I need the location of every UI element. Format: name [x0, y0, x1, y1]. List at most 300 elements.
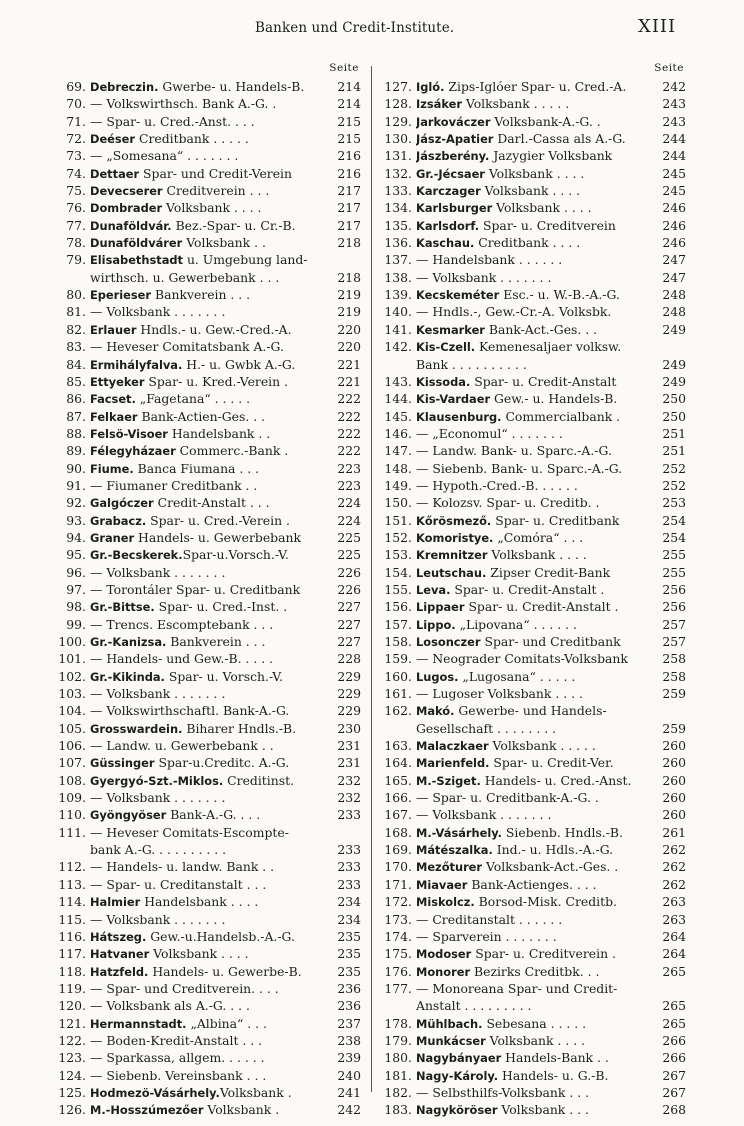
- entry-description: — Hndls.-, Gew.-Cr.-A. Volksbk.: [416, 304, 612, 320]
- entry-name: [416, 1049, 660, 1067]
- entry-page: 238: [337, 1032, 361, 1048]
- entry-description: Esc.- u. W.-B.-A.-G.: [499, 287, 620, 303]
- index-entry: [384, 720, 686, 737]
- entry-description: — Trencs. Escomptebank . . .: [90, 616, 274, 632]
- entry-name: [90, 824, 335, 842]
- entry-name: [90, 113, 335, 131]
- entry-name: [416, 911, 660, 929]
- entry-page: 214: [337, 79, 361, 94]
- entry-description: Volksbank . . . .: [149, 946, 249, 962]
- index-entry: [384, 199, 686, 216]
- index-entry: [384, 1049, 686, 1066]
- entry-number: 114.: [58, 894, 86, 910]
- entry-number: 142.: [384, 339, 412, 355]
- entry-number: 99.: [66, 616, 86, 632]
- entry-page: 257: [662, 634, 686, 649]
- seite-label-left: Seite: [329, 62, 359, 74]
- entry-description: — Siebenb. Bank- u. Sparc.-A.-G.: [416, 460, 623, 476]
- entry-name: [416, 165, 660, 183]
- entry-page: 264: [662, 928, 686, 944]
- index-entry: [384, 269, 686, 286]
- entry-description: — Heveser Comitatsbank A.-G.: [90, 339, 284, 355]
- index-entry: [58, 858, 361, 875]
- index-entry: [58, 911, 361, 928]
- entry-number: 76.: [66, 200, 86, 216]
- entry-name: [90, 668, 335, 686]
- entry-name: [416, 113, 660, 131]
- entry-name: [90, 737, 335, 755]
- entry-page: 260: [662, 772, 686, 788]
- index-entry: [58, 529, 361, 546]
- entry-description: Spar- u. Creditverein .: [471, 946, 616, 962]
- entry-description: — Creditanstalt . . . . . .: [416, 911, 563, 927]
- entry-place: Hatzfeld.: [90, 964, 149, 979]
- entry-name: [416, 425, 660, 443]
- index-entry: [384, 494, 686, 511]
- entry-description: — Neograder Comitats-Volksbank: [416, 651, 628, 667]
- entry-number: 149.: [384, 477, 412, 493]
- entry-name: [90, 1032, 335, 1050]
- index-entry: [384, 564, 686, 581]
- entry-number: 103.: [58, 686, 86, 702]
- entry-name: [90, 1067, 335, 1085]
- entry-page: 224: [337, 512, 361, 528]
- entry-description: bank A.-G. . . . . . . . . .: [90, 842, 227, 858]
- entry-number: 100.: [58, 634, 86, 649]
- index-entry: [384, 321, 686, 338]
- entry-name: [90, 234, 335, 252]
- entry-place: Losonczer: [416, 635, 481, 649]
- entry-description: — „Economul“ . . . . . . .: [416, 425, 563, 441]
- entry-place: Mezőturer: [416, 860, 483, 875]
- entry-page: 240: [337, 1067, 361, 1083]
- entry-description: — Siebenb. Vereinsbank . . .: [90, 1067, 267, 1083]
- entry-number: 179.: [384, 1032, 412, 1048]
- entry-place: Mühlbach.: [416, 1016, 483, 1031]
- index-entry: [58, 633, 361, 650]
- entry-name: [416, 668, 660, 686]
- entry-place: Nagyköröser: [416, 1103, 498, 1118]
- entry-page: 217: [337, 183, 361, 199]
- entry-name: [416, 373, 660, 391]
- entry-place: Karlsdorf.: [416, 218, 480, 233]
- entry-place: Modoser: [416, 947, 472, 962]
- entry-description: — Landw. Bank- u. Sparc.-A.-G.: [416, 443, 612, 459]
- index-entry: [58, 963, 361, 980]
- entry-place: Elisabethstadt: [90, 253, 183, 268]
- entry-description: — Fiumaner Creditbank . .: [90, 477, 258, 493]
- entry-page: 218: [337, 235, 361, 251]
- entry-page: 245: [662, 183, 686, 199]
- entry-number: 133.: [384, 183, 412, 199]
- entry-name: [90, 876, 335, 894]
- entry-name: [416, 95, 660, 113]
- entry-page: 222: [337, 408, 361, 424]
- index-entry: [384, 650, 686, 667]
- entry-description: Bezirks Creditbk. . .: [470, 963, 600, 979]
- entry-place: Mátészalka.: [416, 843, 493, 858]
- index-entry: [384, 251, 686, 268]
- entry-name: [416, 841, 660, 859]
- entry-name: [416, 286, 660, 304]
- entry-number: 123.: [58, 1050, 86, 1066]
- entry-number: 131.: [384, 148, 412, 164]
- entry-page: 251: [662, 443, 686, 459]
- entry-name: [90, 546, 335, 564]
- entry-description: — Handelsbank . . . . . .: [416, 252, 563, 268]
- entry-page: 262: [662, 876, 686, 892]
- entry-number: 166.: [384, 790, 412, 806]
- index-entry: [58, 824, 361, 841]
- entry-page: 237: [337, 1015, 361, 1031]
- entry-page: 228: [337, 651, 361, 667]
- entry-description: — Lugoser Volksbank . . . .: [416, 686, 583, 702]
- entry-place: Marienfeld.: [416, 756, 490, 771]
- entry-name: [416, 199, 660, 217]
- entry-description: Volksbank . .: [182, 235, 266, 251]
- index-entry: [384, 95, 686, 112]
- entry-description: Bank . . . . . . . . . .: [416, 356, 527, 372]
- entry-page: 221: [337, 373, 361, 389]
- index-entry: [58, 564, 361, 581]
- entry-description: „Albina“ . . .: [186, 1015, 267, 1031]
- entry-place: Kremnitzer: [416, 548, 488, 563]
- index-entry: [384, 113, 686, 130]
- index-entry: [384, 477, 686, 494]
- index-entry: [58, 876, 361, 893]
- entry-name: [416, 963, 660, 981]
- entry-description: — Volksbank . . . . . . .: [90, 686, 226, 702]
- entry-place: Gr.-Bittse.: [90, 600, 155, 615]
- index-entry: [384, 598, 686, 615]
- entry-place: Gyöngyöser: [90, 808, 167, 823]
- entry-page: 263: [662, 911, 686, 927]
- entry-place: Dunaföldvárer: [90, 236, 183, 251]
- entry-number: 145.: [384, 408, 412, 424]
- entry-description: Handels-Bank . .: [501, 1050, 609, 1066]
- entry-description: — Handels- und Gew.-B. . . . .: [90, 651, 274, 667]
- entry-place: Jász-Apatier: [416, 132, 494, 147]
- entry-page: 234: [337, 911, 361, 927]
- entry-page: 235: [337, 928, 361, 944]
- entry-description: Gew.- u. Handels-B.: [490, 391, 618, 407]
- entry-name: [416, 546, 660, 564]
- entry-name: [90, 251, 335, 269]
- entry-number: 105.: [58, 720, 86, 736]
- entry-description: Commercialbank .: [501, 408, 621, 424]
- entry-page: 257: [662, 616, 686, 632]
- entry-description: — Sparkassa, allgem. . . . . .: [90, 1050, 265, 1066]
- entry-description: — Heveser Comitats-Escompte-: [90, 824, 289, 840]
- entry-page: 233: [337, 859, 361, 875]
- entry-name: [416, 737, 660, 755]
- entry-number: 151.: [384, 512, 412, 528]
- entry-page: 214: [337, 96, 361, 112]
- entry-number: 117.: [58, 946, 86, 962]
- entry-place: Izsáker: [416, 97, 462, 112]
- entry-place: Jarkováczer: [416, 114, 491, 129]
- entry-number: 168.: [384, 824, 412, 840]
- index-entry: [58, 980, 361, 997]
- entry-number: 107.: [58, 755, 86, 771]
- entry-description: Spar- u. Credit-Ver.: [489, 755, 614, 771]
- entry-number: 128.: [384, 96, 412, 112]
- index-entry: [58, 182, 361, 199]
- entry-page: 220: [337, 321, 361, 337]
- entry-name: [416, 945, 660, 963]
- entry-name: [90, 1015, 335, 1033]
- entry-number: 110.: [58, 807, 86, 823]
- entry-page: 248: [662, 287, 686, 303]
- entry-description: Spar-u.Creditc. A.-G.: [154, 755, 290, 771]
- entry-number: 82.: [66, 321, 86, 337]
- index-entry: [58, 789, 361, 806]
- entry-number: 93.: [66, 512, 86, 528]
- entry-page: 265: [662, 963, 686, 979]
- entry-page: 226: [337, 581, 361, 597]
- entry-number: 155.: [384, 581, 412, 597]
- entry-name: [90, 1049, 335, 1067]
- entry-name: [416, 893, 660, 911]
- entry-description: Bank-A.-G. . . .: [166, 807, 261, 823]
- entry-number: 70.: [66, 96, 86, 112]
- entry-number: 177.: [384, 980, 412, 996]
- entry-name: [90, 841, 335, 859]
- entry-number: 147.: [384, 443, 412, 459]
- entry-name: [90, 130, 335, 148]
- entry-name: [416, 251, 660, 269]
- index-entry: [58, 338, 361, 355]
- entry-description: Creditinst.: [223, 772, 295, 788]
- index-entry: [384, 442, 686, 459]
- entry-place: Felsö-Visoer: [90, 426, 168, 441]
- entry-place: Lugos.: [416, 669, 459, 684]
- entry-page: 229: [337, 668, 361, 684]
- entry-place: Erlauer: [90, 322, 137, 337]
- entry-page: 262: [662, 859, 686, 875]
- entry-page: 244: [662, 131, 686, 147]
- index-entry: [58, 1049, 361, 1066]
- index-entry: [384, 425, 686, 442]
- entry-name: [416, 702, 660, 720]
- entry-page: 225: [337, 547, 361, 563]
- entry-place: Malaczkaer: [416, 739, 489, 754]
- entry-number: 71.: [66, 113, 86, 129]
- entry-number: 96.: [66, 564, 86, 580]
- entry-place: Ermihályfalva.: [90, 357, 183, 372]
- entry-description: Spar- u. Credit-Anstalt .: [450, 581, 605, 597]
- entry-description: Volksbank .: [203, 1102, 280, 1118]
- entry-page: 261: [662, 824, 686, 840]
- entry-description: Spar- u. Vorsch.-V.: [164, 668, 283, 684]
- entry-name: [416, 1032, 660, 1050]
- entry-page: 233: [337, 842, 361, 858]
- entry-name: [90, 269, 335, 287]
- entry-name: [416, 477, 660, 495]
- index-entry: [58, 113, 361, 130]
- entry-name: [416, 720, 660, 738]
- entry-description: — Hypoth.-Cred.-B. . . . . .: [416, 477, 578, 493]
- entry-page: 264: [662, 946, 686, 962]
- index-entry: [384, 78, 686, 95]
- entry-name: [90, 303, 335, 321]
- entry-name: [90, 425, 335, 443]
- entry-number: 132.: [384, 165, 412, 181]
- entry-place: Dombrader: [90, 201, 163, 216]
- entry-place: Eperieser: [90, 288, 152, 303]
- entry-page: 262: [662, 842, 686, 858]
- entry-place: Jászberény.: [416, 149, 490, 164]
- entry-description: Volksbank-A.-G. .: [490, 113, 601, 129]
- entry-description: Volksbank . . . .: [485, 1032, 586, 1048]
- entry-page: 260: [662, 790, 686, 806]
- entry-name: [416, 1084, 660, 1102]
- entry-place: Gr.-Jécsaer: [416, 166, 485, 181]
- entry-place: Hátszeg.: [90, 929, 147, 944]
- index-entry: [384, 1101, 686, 1118]
- entry-page: 249: [662, 321, 686, 337]
- entry-place: Graner: [90, 530, 135, 545]
- entry-place: M.-Vásárhely.: [416, 825, 502, 840]
- index-entry: [58, 373, 361, 390]
- entry-description: — Handels- u. landw. Bank . .: [90, 859, 275, 875]
- entry-page: 247: [662, 252, 686, 268]
- entry-number: 85.: [66, 373, 86, 389]
- entry-number: 84.: [66, 356, 86, 372]
- entry-place: Gr.-Becskerek.: [90, 548, 183, 563]
- entry-place: Hatvaner: [90, 947, 150, 962]
- column-divider: [371, 66, 372, 1092]
- entry-description: — Torontáler Spar- u. Creditbank: [90, 581, 301, 597]
- entry-description: Volksbank . . . .: [162, 200, 262, 216]
- entry-description: Volksbank-Act.-Ges. .: [482, 859, 619, 875]
- entry-page: 223: [337, 477, 361, 493]
- entry-number: 146.: [384, 425, 412, 441]
- index-entry: [384, 286, 686, 303]
- entry-description: Handels- u. Gewerbebank: [134, 529, 301, 545]
- seite-label-right: Seite: [654, 62, 684, 74]
- index-entry: [58, 702, 361, 719]
- entry-description: „Comóra“ . . .: [493, 529, 584, 545]
- entry-page: 239: [337, 1050, 361, 1066]
- entry-number: 101.: [58, 651, 86, 667]
- entry-place: Dettaer: [90, 166, 140, 181]
- entry-page: 236: [337, 980, 361, 996]
- entry-number: 79.: [66, 252, 86, 268]
- entry-name: [416, 321, 660, 339]
- entry-name: [416, 529, 660, 547]
- entry-page: 222: [337, 443, 361, 459]
- index-entry: [58, 199, 361, 216]
- entry-number: 140.: [384, 304, 412, 320]
- index-entry: [384, 581, 686, 598]
- entry-name: [90, 806, 335, 824]
- entry-page: 243: [662, 96, 686, 112]
- entry-description: Spar- und Creditbank: [480, 634, 621, 649]
- entry-description: Sebesana . . . . .: [482, 1015, 587, 1031]
- entry-name: [90, 494, 335, 512]
- entry-description: — Selbsthilfs-Volksbank . . .: [416, 1084, 590, 1100]
- entry-place: Kissoda.: [416, 374, 471, 389]
- index-entry: [384, 858, 686, 875]
- entry-page: 263: [662, 894, 686, 910]
- entry-name: [90, 945, 335, 963]
- index-entry: [384, 1067, 686, 1084]
- entry-page: 216: [337, 165, 361, 181]
- entry-page: 229: [337, 686, 361, 702]
- entry-number: 80.: [66, 287, 86, 303]
- entry-number: 167.: [384, 807, 412, 823]
- entry-description: — Spar- u. Creditbank-A.-G. .: [416, 790, 599, 806]
- index-entry: [58, 234, 361, 251]
- entry-place: Leutschau.: [416, 565, 487, 580]
- index-entry: [384, 876, 686, 893]
- entry-page: 250: [662, 391, 686, 407]
- entry-name: [416, 980, 660, 998]
- entry-description: — Spar- u. Creditanstalt . . .: [90, 876, 267, 892]
- entry-number: 113.: [58, 876, 86, 892]
- entry-name: [90, 616, 335, 634]
- index-entry: [384, 1032, 686, 1049]
- entry-place: Munkácser: [416, 1033, 486, 1048]
- entry-name: [416, 806, 660, 824]
- entry-place: M.-Sziget.: [416, 773, 481, 788]
- entry-page: 246: [662, 200, 686, 216]
- index-entry: [58, 1084, 361, 1101]
- entry-place: Klausenburg.: [416, 409, 502, 424]
- entry-page: 241: [337, 1084, 361, 1100]
- entry-name: [416, 130, 660, 148]
- entry-description: Biharer Hndls.-B.: [182, 720, 297, 736]
- entry-place: Miavaer: [416, 877, 468, 892]
- entry-description: Zipser Credit-Bank: [486, 564, 611, 580]
- index-entry: [384, 945, 686, 962]
- entry-description: Darl.-Cassa als A.-G.: [493, 131, 626, 147]
- entry-page: 259: [662, 720, 686, 736]
- entry-page: 227: [337, 634, 361, 649]
- entry-name: [416, 754, 660, 772]
- entry-number: 111.: [58, 824, 86, 840]
- entry-description: Creditbank . . . . .: [135, 131, 249, 147]
- entry-number: 183.: [384, 1102, 412, 1118]
- index-entry: [58, 390, 361, 407]
- entry-description: Bank-Act.-Ges. . .: [484, 321, 598, 337]
- entry-page: 222: [337, 425, 361, 441]
- entry-description: Handels- u. G.-B.: [498, 1067, 609, 1083]
- index-entry: [58, 130, 361, 147]
- index-entry: [384, 356, 686, 373]
- index-entry: [384, 546, 686, 563]
- entry-description: Volksbank . . .: [497, 1102, 589, 1118]
- index-entry: [58, 286, 361, 303]
- entry-page: 267: [662, 1067, 686, 1083]
- entry-page: 222: [337, 391, 361, 407]
- entry-description: Spar- u. Cred.-Inst. .: [154, 599, 288, 615]
- entry-description: — Spar- und Creditverein. . . .: [90, 980, 279, 996]
- index-entry: [384, 997, 686, 1014]
- entry-number: 116.: [58, 928, 86, 944]
- index-entry: [384, 824, 686, 841]
- entry-number: 138.: [384, 269, 412, 285]
- index-entry: [384, 616, 686, 633]
- entry-name: [90, 390, 335, 408]
- entry-name: [416, 182, 660, 200]
- entry-place: Lippaer: [416, 600, 465, 615]
- index-entry: [384, 841, 686, 858]
- entry-name: [416, 269, 660, 287]
- entry-number: 157.: [384, 616, 412, 632]
- index-entry: [384, 702, 686, 719]
